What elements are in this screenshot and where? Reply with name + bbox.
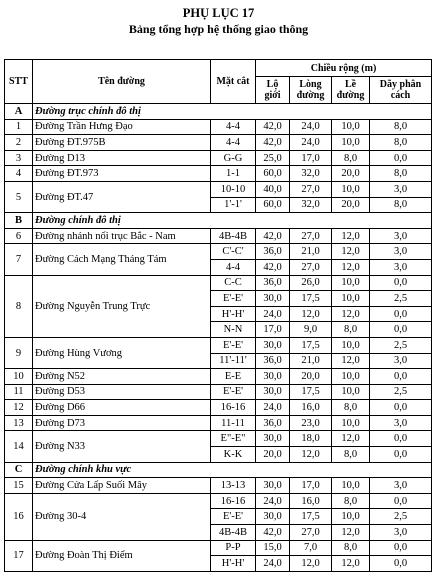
lo-gioi-cell: 42,0 [256, 525, 290, 541]
page-title: PHỤ LỤC 17 [182, 6, 255, 20]
lo-gioi-cell: 30,0 [256, 509, 290, 525]
road-name-cell: Đường 30-4 [33, 493, 211, 540]
stt-cell: 17 [5, 540, 33, 571]
le-duong-cell: 12,0 [332, 228, 370, 244]
road-name-cell: Đường Hùng Vương [33, 337, 211, 368]
section-code: C [5, 462, 33, 478]
section-title: Đường chính khu vực [33, 462, 432, 478]
table-row [5, 369, 432, 385]
stt-cell: 14 [5, 431, 33, 462]
road-name-cell: Đường ĐT.973 [33, 166, 211, 182]
lo-gioi-cell: 40,0 [256, 181, 290, 197]
le-duong-cell: 10,0 [332, 181, 370, 197]
le-duong-cell: 12,0 [332, 244, 370, 260]
header-day-phan-cach: Dãy phân cách [370, 77, 432, 104]
day-phan-cach-cell: 0,0 [370, 493, 432, 509]
section-cell: 10-10 [211, 181, 256, 197]
lo-gioi-cell: 15,0 [256, 540, 290, 556]
road-name-cell: Đường D66 [33, 400, 211, 416]
section-cell: 4-4 [211, 259, 256, 275]
le-duong-cell: 8,0 [332, 322, 370, 338]
stt-cell: 16 [5, 493, 33, 540]
le-duong-cell: 10,0 [332, 135, 370, 151]
table-row [5, 337, 432, 353]
lo-gioi-cell: 42,0 [256, 259, 290, 275]
day-phan-cach-cell: 3,0 [370, 259, 432, 275]
header-le-duong: Lề đường [332, 77, 370, 104]
section-cell: 16-16 [211, 400, 256, 416]
section-cell: E'-E' [211, 384, 256, 400]
day-phan-cach-cell: 0,0 [370, 150, 432, 166]
stt-cell: 11 [5, 384, 33, 400]
lo-gioi-cell: 60,0 [256, 197, 290, 213]
lo-gioi-cell: 17,0 [256, 322, 290, 338]
road-name-cell: Đường nhánh nối trục Bắc - Nam [33, 228, 211, 244]
long-duong-cell: 27,0 [290, 525, 332, 541]
long-duong-cell: 17,5 [290, 509, 332, 525]
long-duong-cell: 7,0 [290, 540, 332, 556]
section-cell: 4-4 [211, 119, 256, 135]
header-long-duong: Lòng đường [290, 77, 332, 104]
section-cell: 13-13 [211, 478, 256, 494]
table-row [5, 275, 432, 291]
header-section: Mặt cắt [211, 60, 256, 104]
stt-cell: 7 [5, 244, 33, 275]
day-phan-cach-cell: 8,0 [370, 135, 432, 151]
long-duong-cell: 16,0 [290, 493, 332, 509]
road-name-cell: Đường Đoàn Thị Điểm [33, 540, 211, 571]
road-name-cell: Đường D53 [33, 384, 211, 400]
table-row [5, 540, 432, 556]
day-phan-cach-cell: 3,0 [370, 244, 432, 260]
lo-gioi-cell: 24,0 [256, 493, 290, 509]
section-row [5, 104, 432, 120]
day-phan-cach-cell: 8,0 [370, 119, 432, 135]
stt-cell: 13 [5, 415, 33, 431]
day-phan-cach-cell: 2,5 [370, 384, 432, 400]
day-phan-cach-cell: 3,0 [370, 415, 432, 431]
road-name-cell: Đường Cửa Lấp Suối Mây [33, 478, 211, 494]
long-duong-cell: 17,5 [290, 291, 332, 307]
lo-gioi-cell: 42,0 [256, 119, 290, 135]
road-name-cell: Đường Trần Hưng Đạo [33, 119, 211, 135]
section-cell: 4B-4B [211, 525, 256, 541]
le-duong-cell: 10,0 [332, 337, 370, 353]
table-row [5, 493, 432, 509]
long-duong-cell: 12,0 [290, 306, 332, 322]
long-duong-cell: 16,0 [290, 400, 332, 416]
le-duong-cell: 8,0 [332, 447, 370, 463]
stt-cell: 8 [5, 275, 33, 337]
day-phan-cach-cell: 0,0 [370, 556, 432, 572]
lo-gioi-cell: 36,0 [256, 353, 290, 369]
table-row [5, 478, 432, 494]
le-duong-cell: 10,0 [332, 369, 370, 385]
road-name-cell: Đường Nguyễn Trung Trực [33, 275, 211, 337]
road-name-cell: Đường N52 [33, 369, 211, 385]
long-duong-cell: 17,5 [290, 384, 332, 400]
long-duong-cell: 20,0 [290, 369, 332, 385]
table-row [5, 150, 432, 166]
long-duong-cell: 18,0 [290, 431, 332, 447]
section-row [5, 213, 432, 229]
day-phan-cach-cell: 0,0 [370, 322, 432, 338]
stt-cell: 2 [5, 135, 33, 151]
table-row [5, 400, 432, 416]
section-cell: N-N [211, 322, 256, 338]
long-duong-cell: 21,0 [290, 244, 332, 260]
stt-cell: 15 [5, 478, 33, 494]
lo-gioi-cell: 30,0 [256, 291, 290, 307]
table-row [5, 181, 432, 197]
day-phan-cach-cell: 3,0 [370, 525, 432, 541]
section-cell: P-P [211, 540, 256, 556]
header-width-group: Chiều rộng (m) [256, 60, 432, 77]
le-duong-cell: 12,0 [332, 525, 370, 541]
day-phan-cach-cell: 0,0 [370, 306, 432, 322]
long-duong-cell: 17,5 [290, 337, 332, 353]
table-row [5, 384, 432, 400]
le-duong-cell: 8,0 [332, 400, 370, 416]
day-phan-cach-cell: 3,0 [370, 478, 432, 494]
road-name-cell: Đường D73 [33, 415, 211, 431]
day-phan-cach-cell: 0,0 [370, 431, 432, 447]
section-cell: 11-11 [211, 415, 256, 431]
stt-cell: 4 [5, 166, 33, 182]
road-name-cell: Đường ĐT.975B [33, 135, 211, 151]
page-subtitle: Bảng tổng hợp hệ thống giao thông [128, 22, 309, 36]
table-row [5, 119, 432, 135]
le-duong-cell: 12,0 [332, 556, 370, 572]
section-cell: E-E [211, 369, 256, 385]
long-duong-cell: 27,0 [290, 228, 332, 244]
road-name-cell: Đường Cách Mạng Tháng Tám [33, 244, 211, 275]
section-cell: 4-4 [211, 135, 256, 151]
stt-cell: 1 [5, 119, 33, 135]
long-duong-cell: 24,0 [290, 119, 332, 135]
section-cell: 4B-4B [211, 228, 256, 244]
section-cell: C-C [211, 275, 256, 291]
long-duong-cell: 27,0 [290, 259, 332, 275]
lo-gioi-cell: 24,0 [256, 556, 290, 572]
le-duong-cell: 8,0 [332, 540, 370, 556]
road-name-cell: Đường N33 [33, 431, 211, 462]
lo-gioi-cell: 30,0 [256, 384, 290, 400]
stt-cell: 12 [5, 400, 33, 416]
day-phan-cach-cell: 0,0 [370, 369, 432, 385]
lo-gioi-cell: 42,0 [256, 228, 290, 244]
table-row [5, 431, 432, 447]
long-duong-cell: 17,0 [290, 478, 332, 494]
le-duong-cell: 10,0 [332, 275, 370, 291]
day-phan-cach-cell: 0,0 [370, 540, 432, 556]
long-duong-cell: 27,0 [290, 181, 332, 197]
section-cell: K-K [211, 447, 256, 463]
section-cell: H'-H' [211, 556, 256, 572]
header-stt: STT [5, 60, 33, 104]
lo-gioi-cell: 36,0 [256, 415, 290, 431]
section-code: B [5, 213, 33, 229]
long-duong-cell: 17,0 [290, 150, 332, 166]
section-cell: E'-E' [211, 337, 256, 353]
lo-gioi-cell: 36,0 [256, 275, 290, 291]
stt-cell: 6 [5, 228, 33, 244]
section-cell: H'-H' [211, 306, 256, 322]
le-duong-cell: 20,0 [332, 166, 370, 182]
lo-gioi-cell: 20,0 [256, 447, 290, 463]
section-cell: G-G [211, 150, 256, 166]
day-phan-cach-cell: 3,0 [370, 353, 432, 369]
section-title: Đường chính đô thị [33, 213, 432, 229]
table-row [5, 244, 432, 260]
le-duong-cell: 12,0 [332, 259, 370, 275]
section-cell: 1'-1' [211, 197, 256, 213]
day-phan-cach-cell: 0,0 [370, 275, 432, 291]
road-name-cell: Đường ĐT.47 [33, 181, 211, 212]
long-duong-cell: 12,0 [290, 556, 332, 572]
lo-gioi-cell: 36,0 [256, 244, 290, 260]
table-row [5, 135, 432, 151]
day-phan-cach-cell: 2,5 [370, 291, 432, 307]
section-cell: 1-1 [211, 166, 256, 182]
header-name: Tên đường [33, 60, 211, 104]
day-phan-cach-cell: 0,0 [370, 400, 432, 416]
lo-gioi-cell: 30,0 [256, 337, 290, 353]
le-duong-cell: 10,0 [332, 291, 370, 307]
section-cell: 11'-11' [211, 353, 256, 369]
long-duong-cell: 9,0 [290, 322, 332, 338]
long-duong-cell: 23,0 [290, 415, 332, 431]
header-lo-gioi: Lộ giới [256, 77, 290, 104]
lo-gioi-cell: 42,0 [256, 135, 290, 151]
long-duong-cell: 32,0 [290, 197, 332, 213]
table-row [5, 415, 432, 431]
long-duong-cell: 24,0 [290, 135, 332, 151]
section-cell: E"-E" [211, 431, 256, 447]
le-duong-cell: 10,0 [332, 384, 370, 400]
lo-gioi-cell: 25,0 [256, 150, 290, 166]
le-duong-cell: 10,0 [332, 415, 370, 431]
day-phan-cach-cell: 8,0 [370, 166, 432, 182]
lo-gioi-cell: 30,0 [256, 478, 290, 494]
stt-cell: 9 [5, 337, 33, 368]
lo-gioi-cell: 24,0 [256, 400, 290, 416]
day-phan-cach-cell: 3,0 [370, 228, 432, 244]
long-duong-cell: 26,0 [290, 275, 332, 291]
section-cell: 16-16 [211, 493, 256, 509]
day-phan-cach-cell: 0,0 [370, 447, 432, 463]
road-name-cell: Đường D13 [33, 150, 211, 166]
section-cell: E'-E' [211, 509, 256, 525]
lo-gioi-cell: 60,0 [256, 166, 290, 182]
day-phan-cach-cell: 3,0 [370, 181, 432, 197]
le-duong-cell: 20,0 [332, 197, 370, 213]
table-row [5, 228, 432, 244]
section-code: A [5, 104, 33, 120]
section-row [5, 462, 432, 478]
stt-cell: 3 [5, 150, 33, 166]
le-duong-cell: 12,0 [332, 431, 370, 447]
long-duong-cell: 32,0 [290, 166, 332, 182]
section-title: Đường trục chính đô thị [33, 104, 432, 120]
day-phan-cach-cell: 2,5 [370, 337, 432, 353]
lo-gioi-cell: 24,0 [256, 306, 290, 322]
le-duong-cell: 10,0 [332, 509, 370, 525]
lo-gioi-cell: 30,0 [256, 369, 290, 385]
day-phan-cach-cell: 2,5 [370, 509, 432, 525]
le-duong-cell: 12,0 [332, 353, 370, 369]
long-duong-cell: 12,0 [290, 447, 332, 463]
table-row [5, 166, 432, 182]
stt-cell: 10 [5, 369, 33, 385]
long-duong-cell: 21,0 [290, 353, 332, 369]
le-duong-cell: 10,0 [332, 119, 370, 135]
le-duong-cell: 8,0 [332, 493, 370, 509]
road-system-table [4, 59, 432, 572]
le-duong-cell: 12,0 [332, 306, 370, 322]
le-duong-cell: 8,0 [332, 150, 370, 166]
stt-cell: 5 [5, 181, 33, 212]
section-cell: E'-E' [211, 291, 256, 307]
lo-gioi-cell: 30,0 [256, 431, 290, 447]
day-phan-cach-cell: 8,0 [370, 197, 432, 213]
le-duong-cell: 10,0 [332, 478, 370, 494]
section-cell: C'-C' [211, 244, 256, 260]
